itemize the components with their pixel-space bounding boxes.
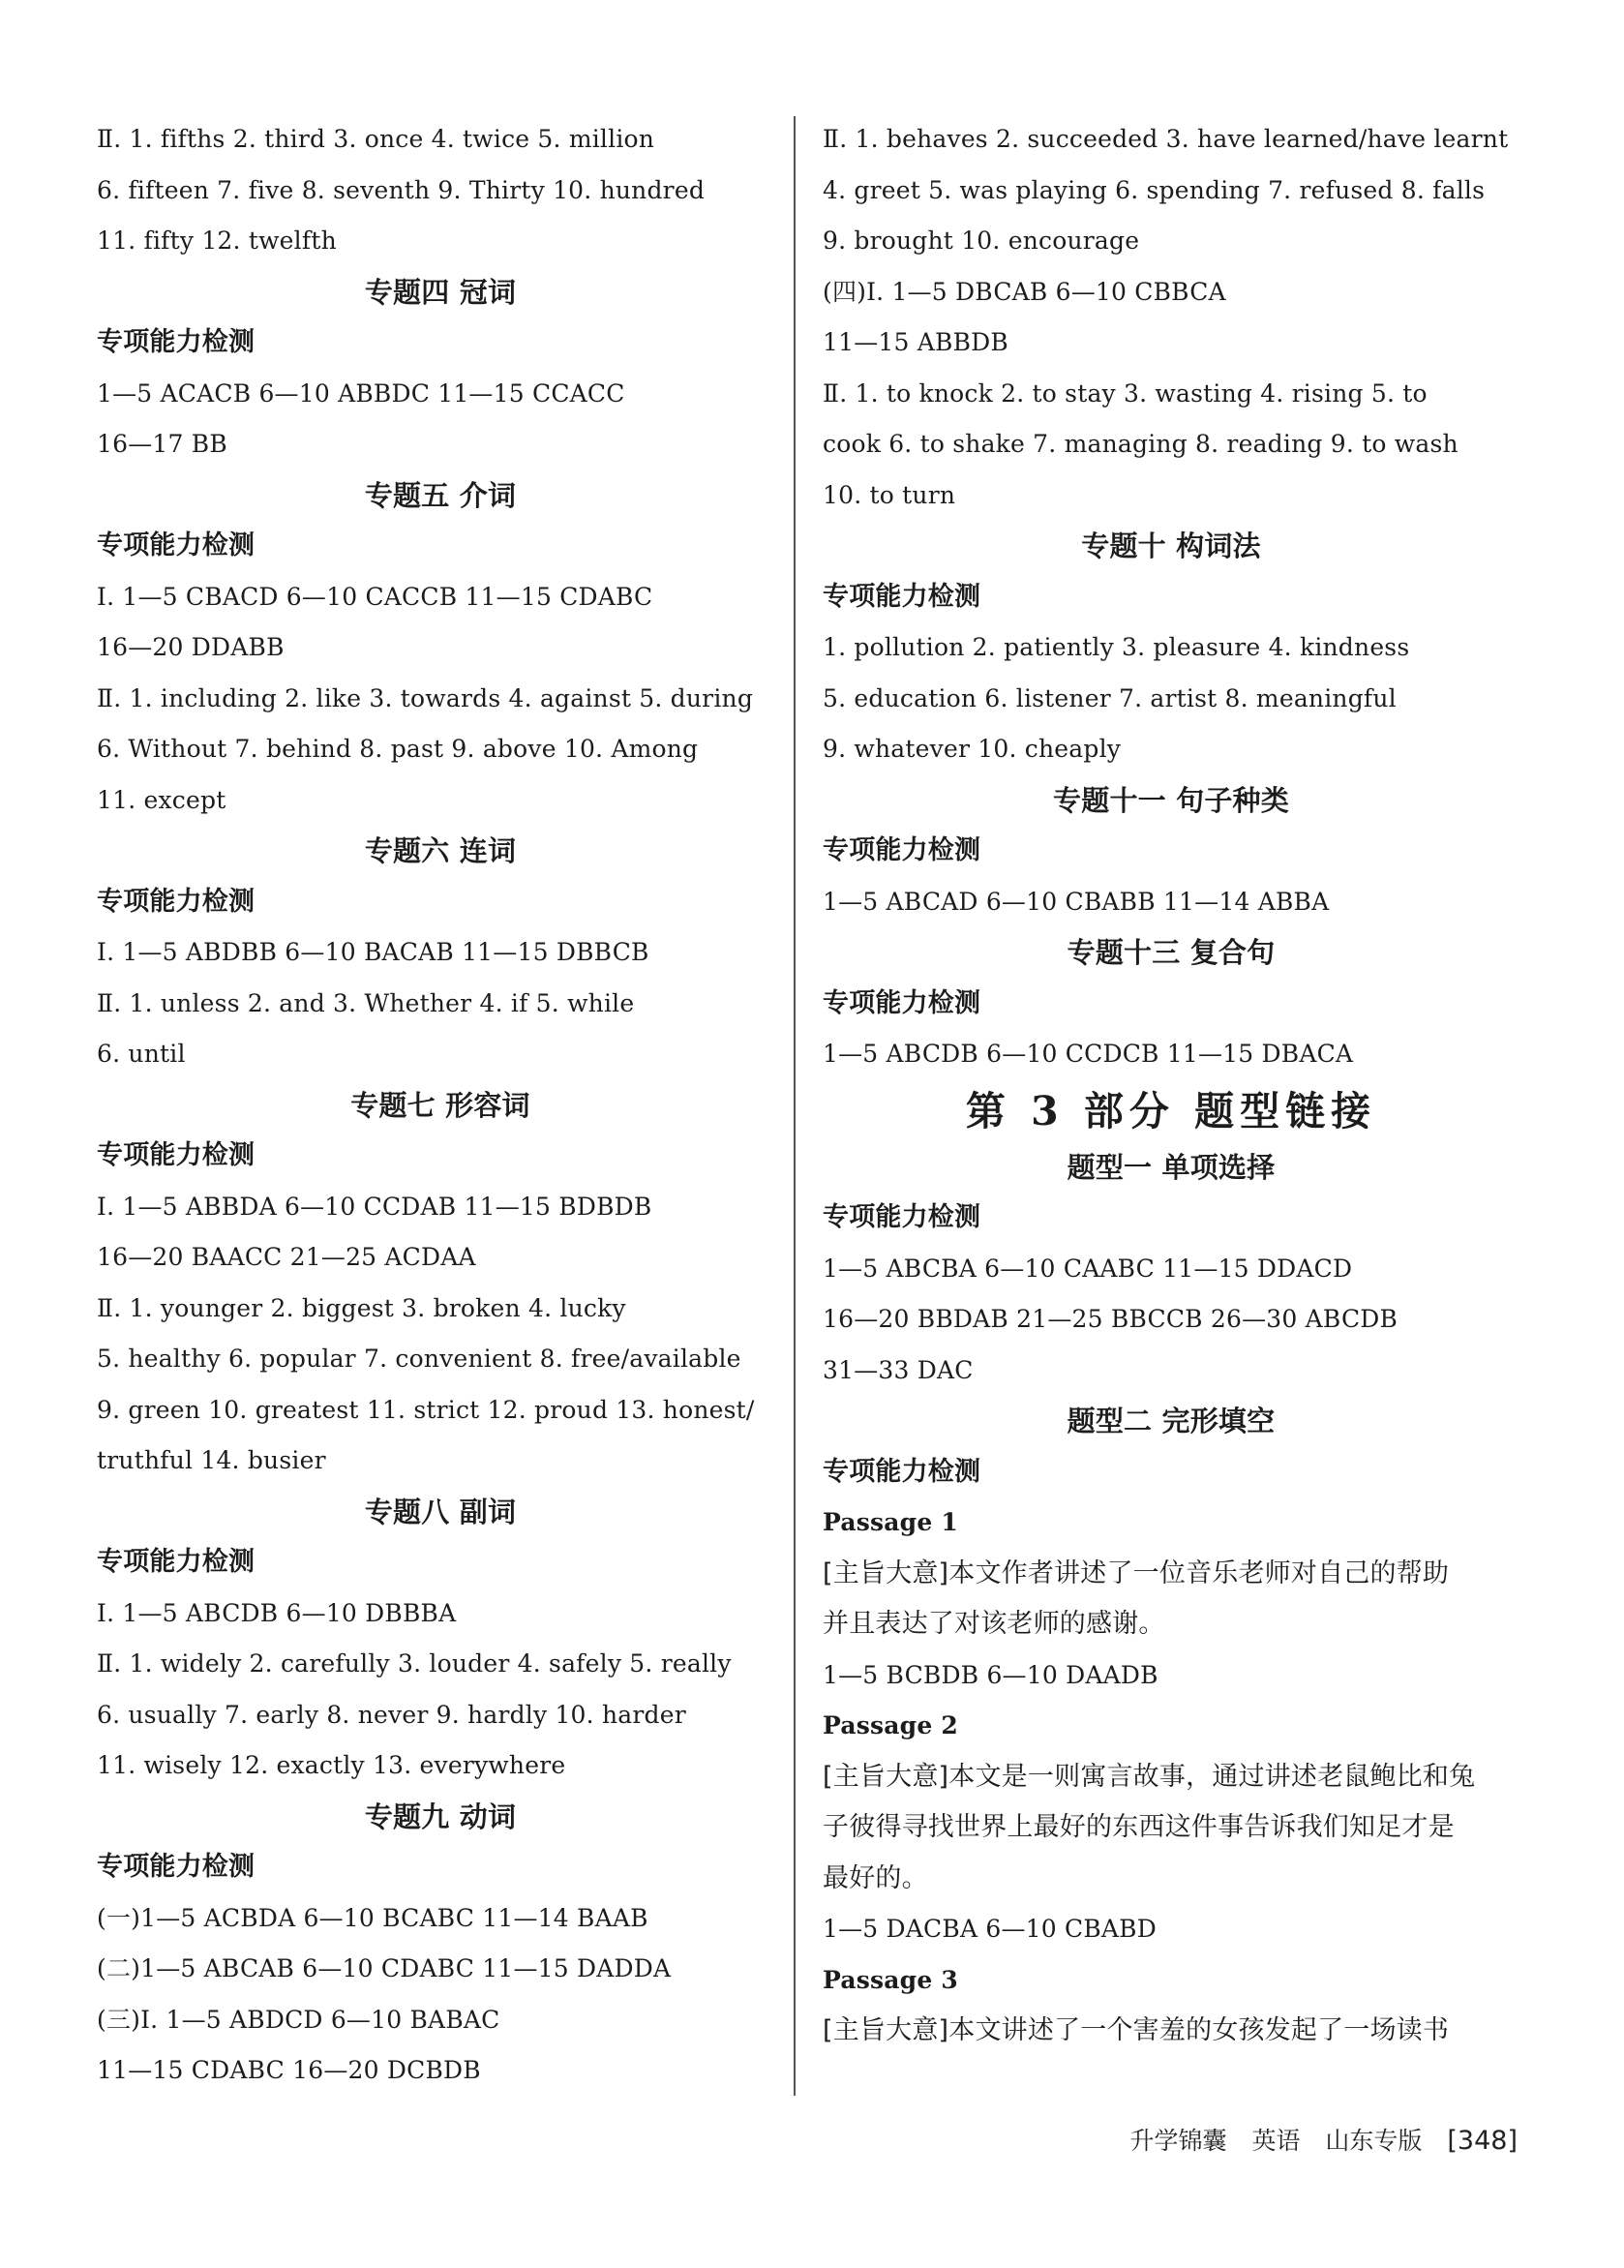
answer-line: 16—17 BB: [97, 430, 227, 458]
answer-line: 11. fifty 12. twelfth: [97, 227, 337, 255]
answer-line: 5. education 6. listener 7. artist 8. meaningful: [823, 683, 1397, 712]
subsection-label: 专项能力检测: [97, 1852, 256, 1882]
answer-line: Ⅱ. 1. fifths 2. third 3. once 4. twice 5. million: [97, 125, 655, 153]
part-heading: 第 3 部分 题型链接: [965, 1087, 1377, 1134]
subsection-label: 专项能力检测: [97, 327, 256, 357]
footer-subject: 英语: [1251, 2127, 1301, 2155]
answer-line: 6. Without 7. behind 8. past 9. above 10. Among: [97, 735, 699, 763]
section-heading: 专题十三 复合句: [1067, 936, 1276, 969]
answer-line: 1—5 ABCDB 6—10 CCDCB 11—15 DBACA: [823, 1040, 1354, 1068]
section-heading: 专题四 冠词: [364, 275, 517, 309]
page-footer: [1112, 2122, 1518, 2157]
answer-line: Ⅰ. 1—5 ABCDB 6—10 DBBBA: [97, 1598, 457, 1627]
summary-text: 并且表达了对该老师的感谢。: [823, 1609, 1165, 1639]
subsection-label: 专项能力检测: [823, 987, 981, 1018]
answer-line: 11. wisely 12. exactly 13. everywhere: [97, 1751, 566, 1779]
summary-text: 最好的。: [823, 1862, 928, 1893]
section-heading: 专题八 副词: [364, 1495, 517, 1528]
subsection-label: 专项能力检测: [97, 1547, 256, 1577]
answer-line: 1—5 ACACB 6—10 ABBDC 11—15 CCACC: [97, 378, 625, 408]
answer-line: 1—5 ABCBA 6—10 CAABC 11—15 DDACD: [823, 1254, 1353, 1283]
answer-line: Ⅱ. 1. behaves 2. succeeded 3. have learned/have learnt: [823, 125, 1509, 153]
section-heading: 专题九 动词: [364, 1799, 517, 1833]
answer-line: (四)Ⅰ. 1—5 DBCAB 6—10 CBBCA: [823, 277, 1226, 306]
answer-line: 1. pollution 2. patiently 3. pleasure 4. kindness: [823, 633, 1410, 661]
passage-label: Passage 3: [823, 1965, 958, 1994]
answer-line: 6. fifteen 7. five 8. seventh 9. Thirty 10. hundred: [97, 175, 706, 204]
answer-line: 11. except: [97, 785, 226, 814]
answer-line: 16—20 BAACC 21—25 ACDAA: [97, 1243, 476, 1271]
answer-line: Ⅱ. 1. unless 2. and 3. Whether 4. if 5. while: [97, 988, 635, 1017]
section-heading: 专题七 形容词: [350, 1088, 530, 1122]
answer-line: 16—20 BBDAB 21—25 BBCCB 26—30 ABCDB: [823, 1305, 1398, 1333]
answer-line: Ⅱ. 1. younger 2. biggest 3. broken 4. lucky: [97, 1293, 626, 1322]
answer-line: 11—15 CDABC 16—20 DCBDB: [97, 2056, 481, 2084]
answer-line: (三)Ⅰ. 1—5 ABDCD 6—10 BABAC: [97, 2005, 500, 2034]
section-heading: 专题六 连词: [364, 834, 517, 867]
answer-line: 9. green 10. greatest 11. strict 12. proud 13. honest/: [97, 1395, 755, 1424]
subsection-label: 专项能力检测: [823, 581, 981, 612]
subsection-label: 专项能力检测: [97, 1140, 256, 1170]
subsection-label: 专项能力检测: [97, 530, 256, 560]
answer-line: Ⅰ. 1—5 CBACD 6—10 CACCB 11—15 CDABC: [97, 582, 653, 611]
summary-text: [主旨大意]本文作者讲述了一位音乐老师对自己的帮助: [823, 1557, 1450, 1588]
subsection-label: 专项能力检测: [823, 835, 981, 865]
subsection-label: 专项能力检测: [97, 886, 256, 917]
footer-book-title: 升学锦囊: [1129, 2127, 1227, 2155]
answer-line: 5. healthy 6. popular 7. convenient 8. free/available: [97, 1345, 741, 1373]
subsection-label: 专项能力检测: [823, 1202, 981, 1232]
section-heading: 专题十 构词法: [1081, 529, 1261, 562]
column-divider: [794, 116, 796, 2096]
answer-line: 16—20 DDABB: [97, 633, 285, 661]
summary-text: [主旨大意]本文讲述了一个害羞的女孩发起了一场读书: [823, 2015, 1450, 2045]
answer-line: Ⅱ. 1. including 2. like 3. towards 4. against 5. during: [97, 683, 754, 712]
answer-line: 4. greet 5. was playing 6. spending 7. refused 8. falls: [823, 175, 1486, 204]
answer-line: 1—5 DACBA 6—10 CBABD: [823, 1915, 1157, 1943]
answer-line: 11—15 ABBDB: [823, 328, 1008, 356]
answer-line: 9. whatever 10. cheaply: [823, 735, 1122, 763]
answer-line: cook 6. to shake 7. managing 8. reading 9. to wash: [823, 430, 1459, 458]
section-heading: 题型一 单项选择: [1067, 1150, 1276, 1184]
left-column: [97, 114, 784, 2097]
section-heading: 题型二 完形填空: [1067, 1405, 1276, 1437]
answer-line: 6. until: [97, 1040, 186, 1068]
answer-line: Ⅰ. 1—5 ABBDA 6—10 CCDAB 11—15 BDBDB: [97, 1192, 652, 1221]
footer-edition: 山东专版: [1325, 2127, 1423, 2155]
answer-line: 10. to turn: [823, 480, 956, 509]
answer-line: Ⅰ. 1—5 ABDBB 6—10 BACAB 11—15 DBBCB: [97, 938, 649, 966]
right-column: [823, 114, 1519, 2057]
answer-line: 1—5 ABCAD 6—10 CBABB 11—14 ABBA: [823, 887, 1330, 916]
page-number: [348]: [1447, 2126, 1518, 2156]
section-heading: 专题五 介词: [364, 478, 517, 512]
answer-line: Ⅱ. 1. to knock 2. to stay 3. wasting 4. rising 5. to: [823, 378, 1428, 408]
passage-label: Passage 2: [823, 1711, 958, 1739]
answer-line: 31—33 DAC: [823, 1355, 974, 1384]
passage-label: Passage 1: [823, 1508, 958, 1536]
answer-line: (二)1—5 ABCAB 6—10 CDABC 11—15 DADDA: [97, 1954, 672, 1982]
answer-line: truthful 14. busier: [97, 1446, 326, 1474]
subsection-label: 专项能力检测: [823, 1456, 981, 1487]
answer-line: (一)1—5 ACBDA 6—10 BCABC 11—14 BAAB: [97, 1903, 648, 1932]
summary-text: [主旨大意]本文是一则寓言故事，通过讲述老鼠鲍比和兔: [823, 1761, 1476, 1792]
answer-line: 9. brought 10. encourage: [823, 227, 1140, 255]
answer-line: Ⅱ. 1. widely 2. carefully 3. louder 4. safely 5. really: [97, 1649, 732, 1678]
summary-text: 子彼得寻找世界上最好的东西这件事告诉我们知足才是: [823, 1812, 1455, 1842]
answer-line: 6. usually 7. early 8. never 9. hardly 10. harder: [97, 1700, 686, 1729]
answer-line: 1—5 BCBDB 6—10 DAADB: [823, 1660, 1158, 1689]
section-heading: 专题十一 句子种类: [1053, 783, 1289, 817]
